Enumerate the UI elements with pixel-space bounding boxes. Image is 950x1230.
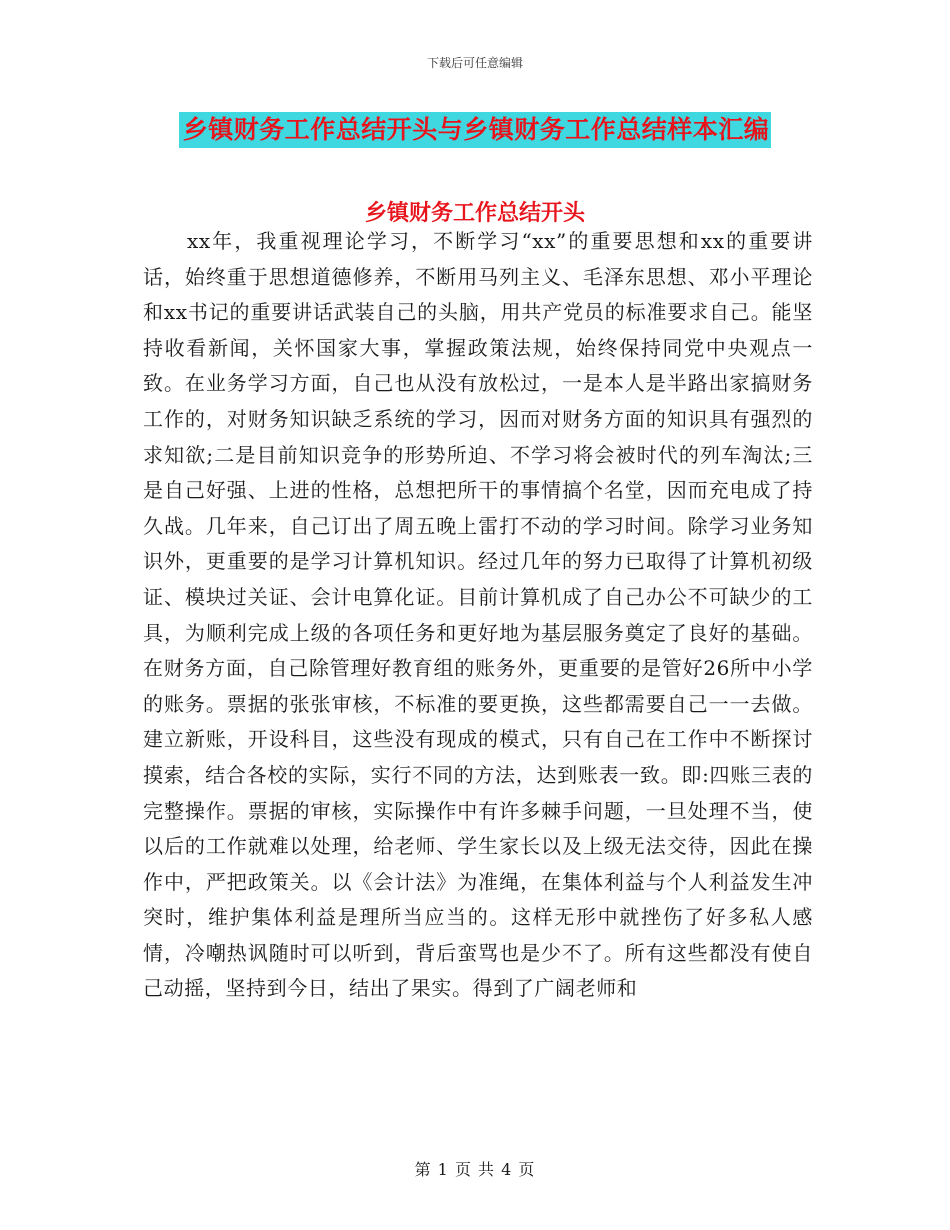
header-note: 下载后可任意编辑 bbox=[426, 56, 523, 70]
section-title: 乡镇财务工作总结开头 bbox=[364, 201, 585, 226]
body-paragraph-text: xx年，我重视理论学习，不断学习“xx”的重要思想和xx的重要讲话，始终重于思想道德修养，不断用马列主义、毛泽东思想、邓小平理论和xx书记的重要讲话武装自己的头脑，用共产党员的标准要求自己。能坚持收看新闻，关怀国家大事，掌握政策法规，始终保持同党中央观点一致。在业务学习方面，自己也从没有放松过，一是本人是半路出家搞财务工作的，对财务知识缺乏系统的学习，因而对财务方面的知识具有强烈的求知欲;二是目前知识竞争的形势所迫、不学习将会被时代的列车淘汰;三是自己好强、上进的性格，总想把所干的事情搞个名堂，因而充电成了持久战。几年来，自己订出了周五晚上雷打不动的学习时间。除学习业务知识外，更重要的是学习计算机知识。经过几年的努力已取得了计算机初级证、模块过关证、会计电算化证。目前计算机成了自己办公不可缺少的工具，为顺利完成上级的各项任务和更好地为基层服务奠定了良好的基础。在财务方面，自己除管理好教育组的账务外，更重要的是管好26所中小学的账务。票据的张张审核，不标准的要更换，这些都需要自己一一去做。建立新账，开设科目，这些没有现成的模式，只有自己在工作中不断探讨摸索，结合各校的实际，实行不同的方法，达到账表一致。即:四账三表的完整操作。票据的审核，实际操作中有许多棘手问题，一旦处理不当，使以后的工作就难以处理，给老师、学生家长以及上级无法交待，因此在操作中，严把政策关。以《会计法》为准绳，在集体利益与个人利益发生冲突时，维护集体利益是理所当应当的。这样无形中就挫伤了好多私人感情，冷嘲热讽随时可以听到，背后蛮骂也是少不了。所有这些都没有使自己动摇，坚持到今日，结出了果实。得到了广阔老师和 bbox=[143, 229, 813, 1001]
main-title: 乡镇财务工作总结开头与乡镇财务工作总结样本汇编 bbox=[179, 112, 772, 148]
body-paragraph bbox=[143, 224, 813, 1007]
page-footer: 第 1 页 共 4 页 bbox=[414, 1160, 536, 1179]
main-title-container bbox=[0, 112, 950, 148]
